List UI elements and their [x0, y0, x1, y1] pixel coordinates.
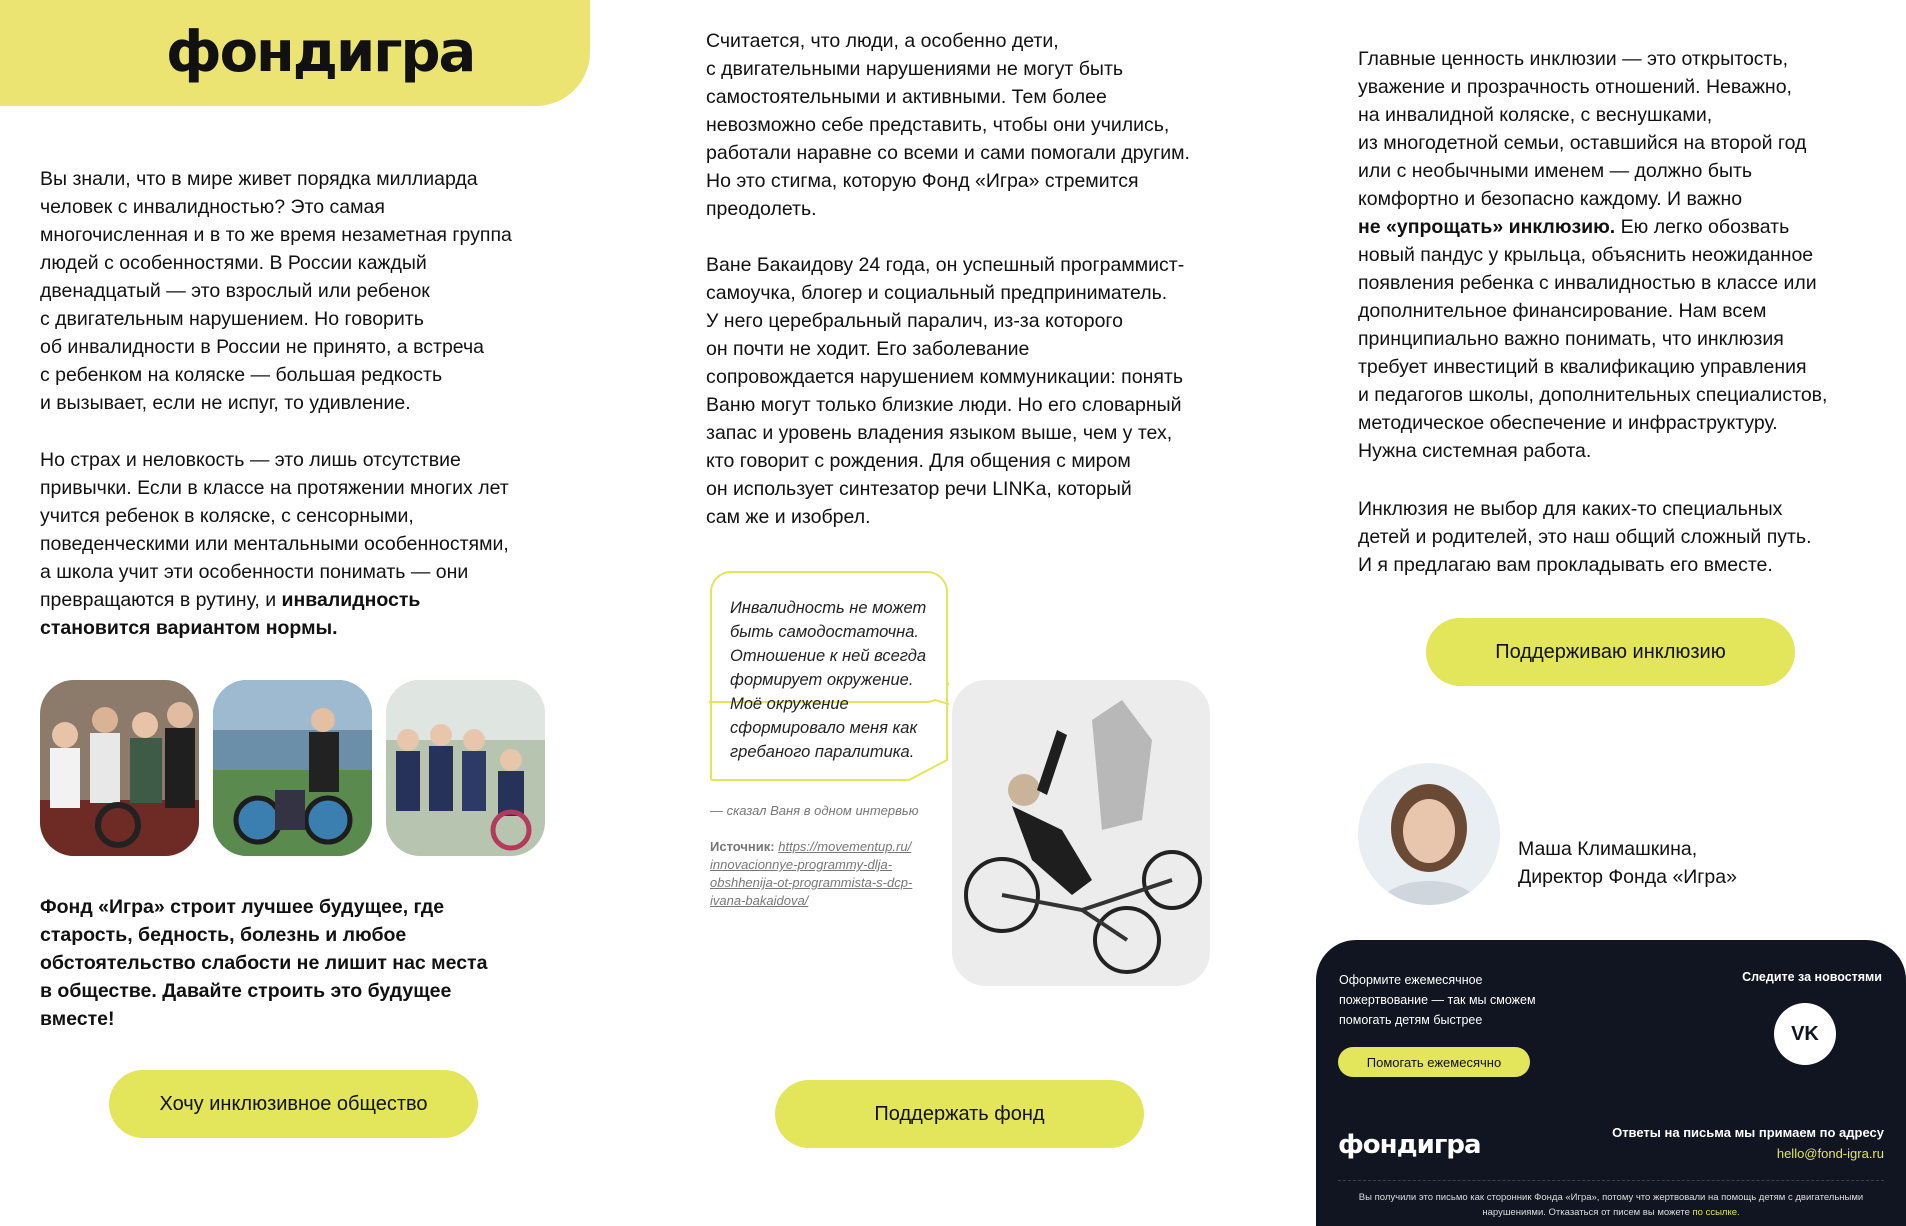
signer-title: Директор Фонда «Игра»: [1518, 866, 1737, 888]
stigma-paragraph: Считается, что люди, а особенно дети, с двигательными нарушениями не могут быть самостоятельными и активными. Тем более невозможно себе представить, чтобы они учились, работали наравне со всеми и сами помогали другим. Но это стигма, которую Фонд «Игра» стремится преодолеть.: [706, 30, 1190, 220]
unsubscribe-link[interactable]: по ссылке.: [1692, 1207, 1740, 1218]
values-text-b: Ею легко обозвать новый пандус у крыльца, объяснить неожиданное появления ребенка с инвалидностью в классе или дополнительное финансирование. Нам всем принципиально важно понимать, что инклюзия требует инвестиций в квалификацию управления и педагогов школы, дополнительных специалистов, методическое обеспечение и инфраструктуру. Нужна системная работа.: [1358, 216, 1828, 462]
support-inclusion-button[interactable]: Поддерживаю инклюзию: [1426, 618, 1795, 686]
contact-text: Ответы на письма мы примаем по адресу: [1612, 1125, 1884, 1140]
contact-email[interactable]: hello@fond-igra.ru: [1776, 1146, 1884, 1161]
closing-paragraph: Инклюзия не выбор для каких-то специальных детей и родителей, это наш общий сложный путь. И я предлагаю вам прокладывать его вместе.: [1358, 498, 1812, 576]
monthly-donation-text: Оформите ежемесячное пожертвование — так мы сможем помогать детям быстрее: [1339, 973, 1536, 1027]
values-paragraph: [1358, 45, 1906, 465]
legal-text: [1356, 1190, 1866, 1220]
habit-paragraph: [40, 446, 600, 642]
support-fund-button[interactable]: Поддержать фонд: [775, 1080, 1144, 1148]
habit-text: Но страх и неловкость — это лишь отсутствие привычки. Если в классе на протяжении многих лет учится ребенок в коляске, с сенсорными, поведенческими или ментальными особенностями, а школа учит эти особенности понимать — они превращаются в рутину, и: [40, 449, 509, 611]
values-bold: не «упрощать» инклюзию.: [1358, 216, 1616, 238]
footer: [1316, 940, 1906, 1226]
photo-schoolchildren: [386, 680, 545, 856]
photo-children-group: [40, 680, 199, 856]
monthly-donation-button[interactable]: Помогать ежемесячно: [1338, 1047, 1530, 1077]
vanya-quote: Инвалидность не может быть самодостаточна. Отношение к ней всегда формирует окружение. Моё окружение сформировало меня как гребаного паралитика.: [730, 599, 927, 761]
fond-logo[interactable]: фондигра: [166, 20, 475, 85]
avatar-masha: [1358, 763, 1500, 905]
intro-paragraph: Вы знали, что в мире живет порядка миллиарда человек с инвалидностью? Это самая многочисленная и в то же время незаметная группа людей с особенностями. В России каждый двенадцатый — это взрослый или ребенок с двигательным нарушением. Но говорить об инвалидности в России не принято, а встреча с ребенком на коляске — большая редкость и вызывает, если не испуг, то удивление.: [40, 168, 512, 414]
contact-block: [1612, 1122, 1884, 1164]
photo-stadium: [213, 680, 372, 856]
source-block: [710, 838, 950, 910]
habit-bold: инвалидность становится вариантом нормы.: [40, 589, 421, 639]
signer-block: [1518, 835, 1737, 891]
mission-paragraph: Фонд «Игра» строит лучшее будущее, где старость, бедность, болезнь и любое обстоятельство слабости не лишит нас места в обществе. Давайте строить это будущее вместе!: [40, 896, 488, 1030]
footer-logo[interactable]: фондигра: [1338, 1130, 1481, 1160]
source-label: Источник:: [710, 839, 775, 854]
footer-divider: [1338, 1180, 1884, 1181]
source-link[interactable]: https://movementup.ru/ innovacionnye-programmy-dlja- obshhenija-ot-programmista-s-dcp- ivana-bakaidova/: [710, 839, 913, 908]
vanya-paragraph: Ване Бакаидову 24 года, он успешный программист- самоучка, блогер и социальный предприниматель. У него церебральный паралич, из-за которого он почти не ходит. Его заболевание сопровождается нарушением коммуникации: понять Ваню могут только близкие люди. Но его словарный запас и уровень владения языком выше, чем у тех, кто говорит с рождения. Для общения с миром он использует синтезатор речи LINKa, который сам же и изобрел.: [706, 254, 1185, 528]
values-text-a: Главные ценность инклюзии — это открытость, уважение и прозрачность отношений. Неважно, на инвалидной коляске, с веснушками, из многодетной семьи, оставшийся на второй год или с необычными именем — должно быть комфортно и безопасно каждому. И важно: [1358, 48, 1807, 210]
vk-icon[interactable]: VK: [1774, 1003, 1836, 1065]
quote-author: — сказал Ваня в одном интервью: [710, 803, 919, 818]
news-title: Следите за новостями: [1742, 970, 1882, 984]
signer-name: Маша Климашкина,: [1518, 838, 1698, 860]
photo-vanya-bike: [952, 680, 1210, 986]
inclusive-society-button[interactable]: Хочу инклюзивное общество: [109, 1070, 478, 1138]
legal-body: Вы получили это письмо как сторонник Фонда «Игра», потому что жертвовали на помощь детям с двигательными нарушениями. Отказаться от писем вы можете: [1358, 1192, 1864, 1218]
